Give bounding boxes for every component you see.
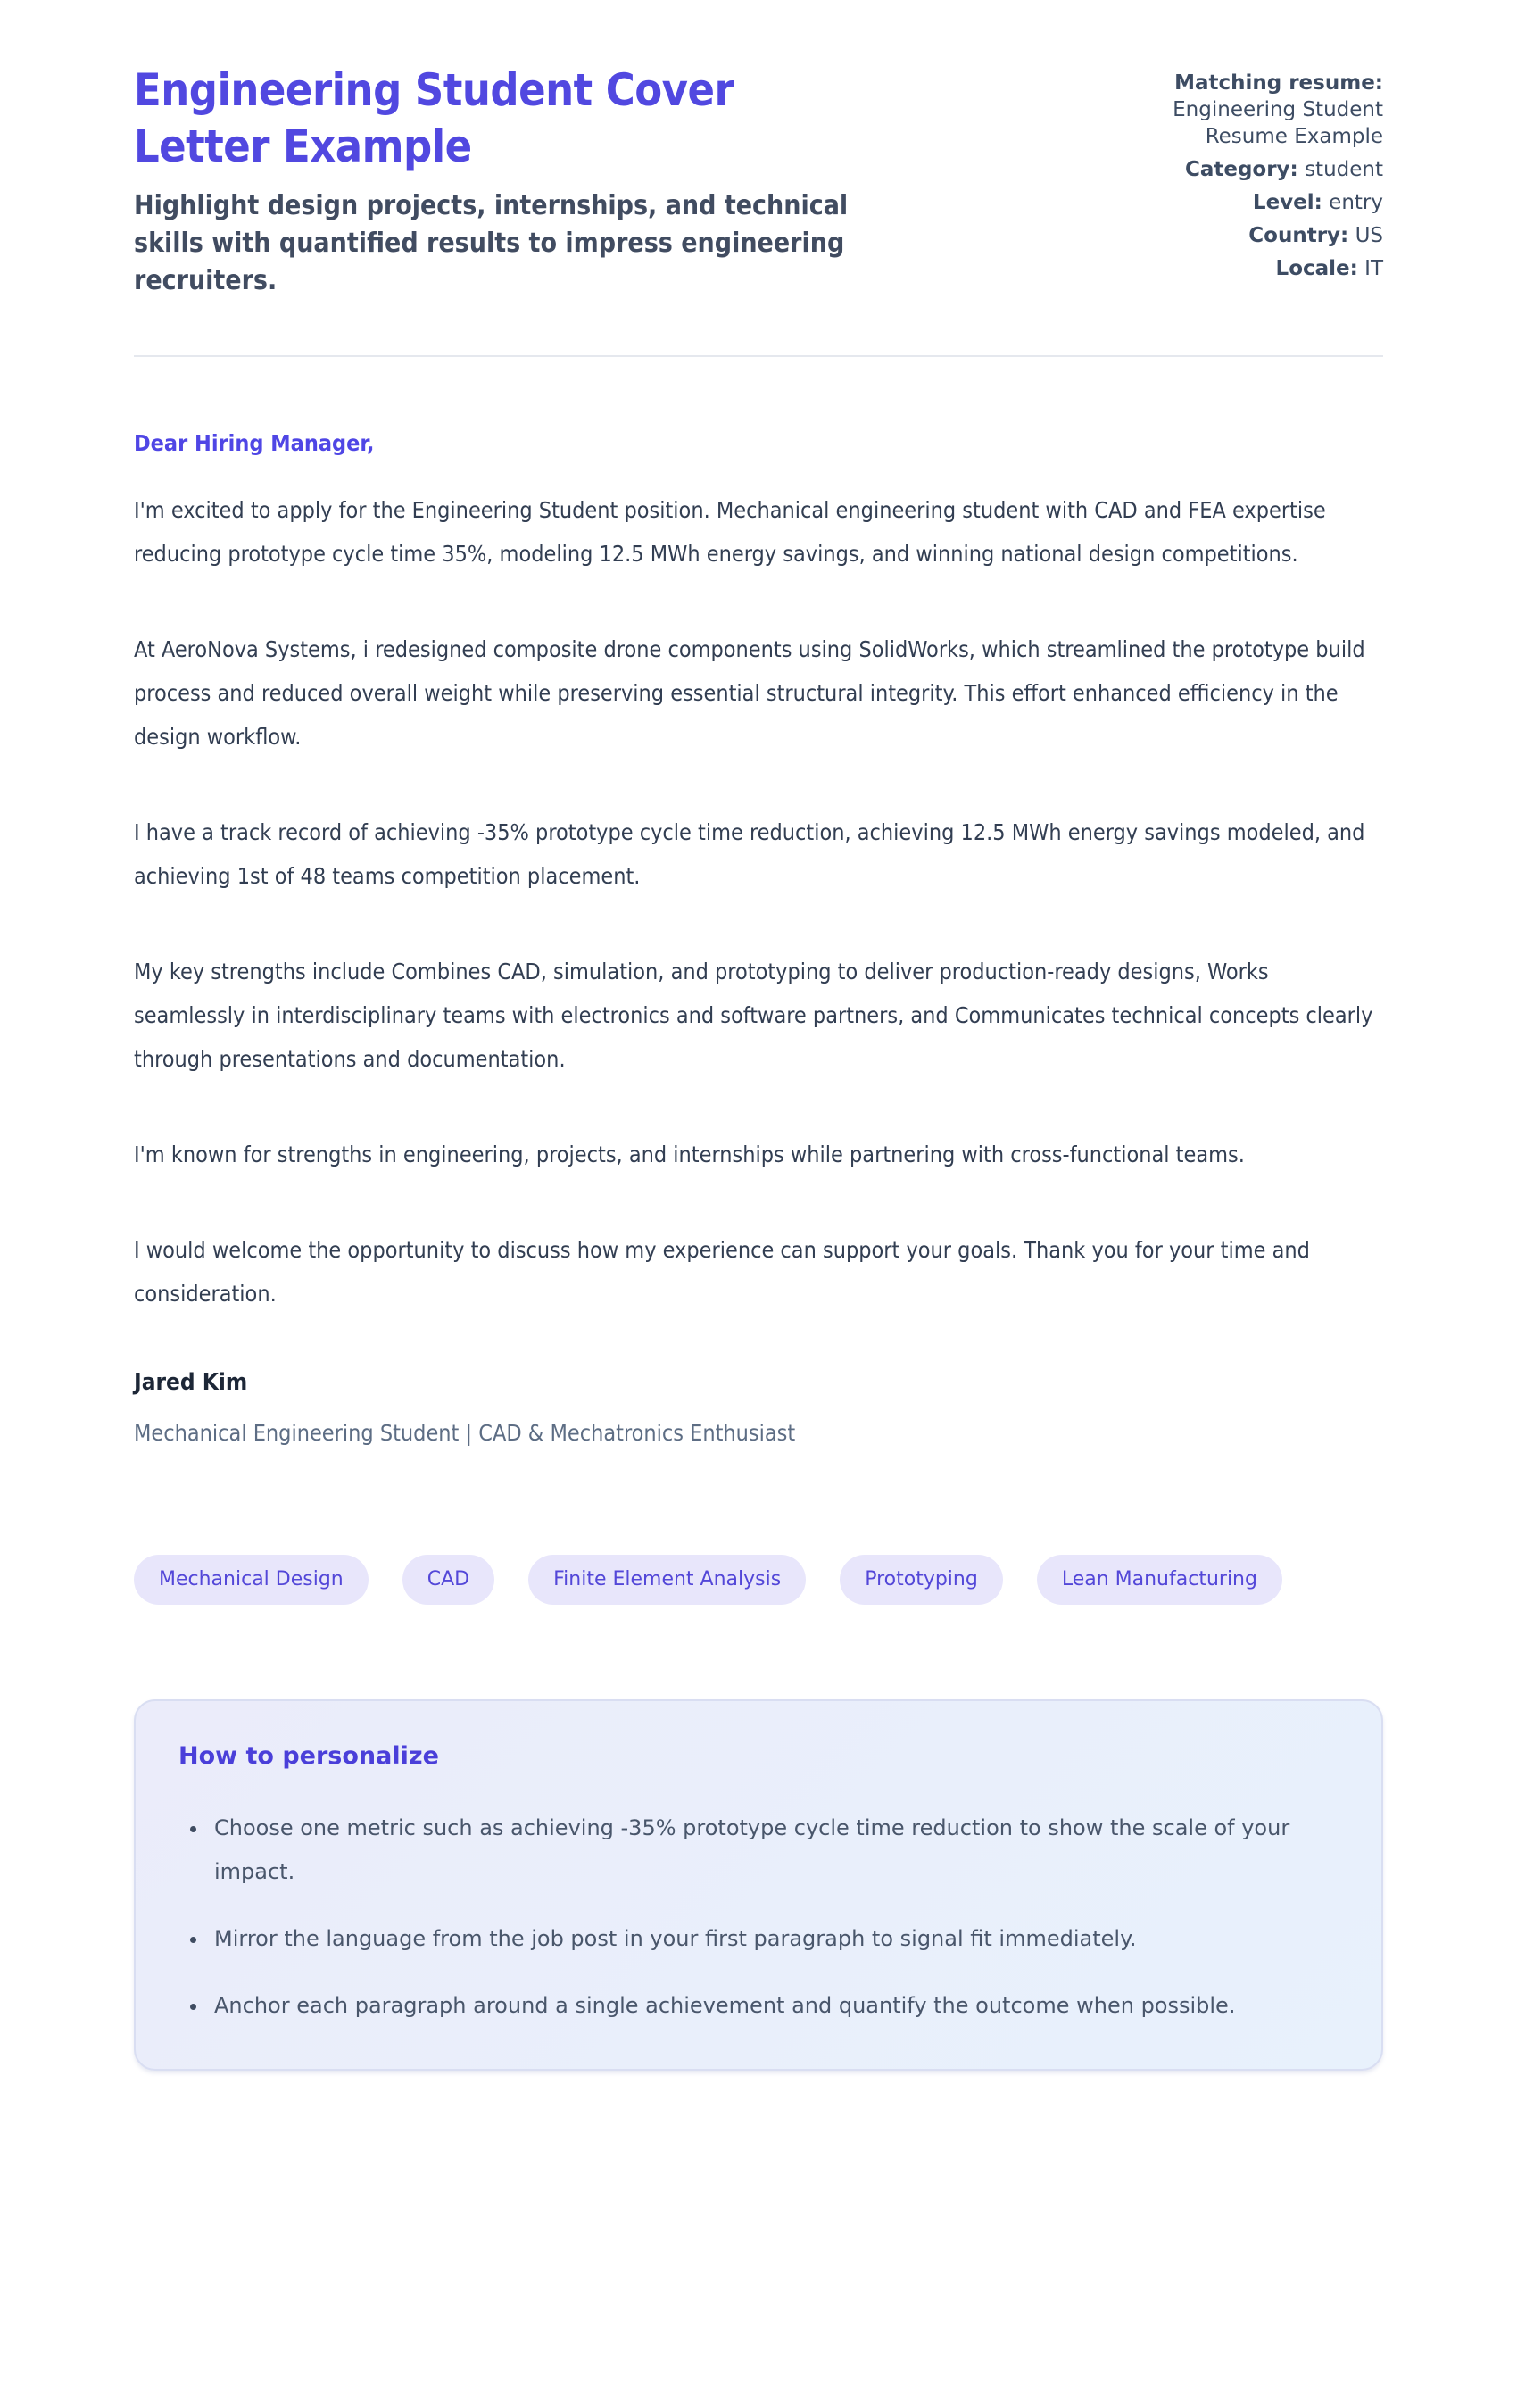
letter-greeting: Dear Hiring Manager, [134,430,375,456]
meta-label: Locale: [1275,257,1358,280]
meta-value: Engineering Student Resume Example [1173,98,1383,148]
meta-row [1115,70,1383,150]
letter-paragraph: I would welcome the opportunity to discuss how my experience can support your goals. Thank you for your time and consideration. [134,1237,1310,1307]
signature-block [134,1367,1383,1448]
meta-row [1115,222,1383,249]
letter-paragraph: I'm known for strengths in engineering, projects, and internships while partnering with cross-functional teams. [134,1142,1245,1167]
meta-row [1115,189,1383,216]
header-title-block [134,62,910,300]
letter-paragraph: I'm excited to apply for the Engineering Student position. Mechanical engineering student with CAD and FEA expertise reducing prototype cycle time 35%, modeling 12.5 MWh energy savings, and winning national design competitions. [134,497,1326,567]
skill-tags [134,1555,1383,1605]
page-subtitle: Highlight design projects, internships, and technical skills with quantified results to impress engineering recruiters. [134,190,849,296]
signature-name: Jared Kim [134,1369,248,1396]
page-header [134,62,1383,300]
skill-tag-pill: Prototyping [840,1555,1003,1605]
meta-value: entry [1329,191,1383,214]
letter-paragraph: My key strengths include Combines CAD, simulation, and prototyping to deliver production-ready designs, Works seamlessly in interdisciplinary teams with electronics and software partners, and Communicates technical concepts clearly through presentations and documentation. [134,959,1373,1072]
meta-value: IT [1364,257,1383,280]
letter-paragraph: At AeroNova Systems, i redesigned composite drone components using SolidWorks, which streamlined the prototype build process and reduced overall weight while preserving essential structural integrity. This effort enhanced efficiency in the design workflow. [134,636,1365,750]
tips-list-item: • Mirror the language from the job post in your first paragraph to signal fit immediately. [209,1917,1339,1961]
header-divider [134,355,1383,357]
tips-list-item: • Choose one metric such as achieving -35% prototype cycle time reduction to show the scale of your impact. [209,1806,1339,1894]
meta-row [1115,156,1383,183]
letter-paragraphs [134,488,1383,1316]
meta-label: Level: [1252,191,1322,214]
skill-tag-pill: CAD [402,1555,494,1605]
meta-label: Matching resume: [1174,71,1383,95]
skill-tag-pill: Mechanical Design [134,1555,369,1605]
meta-value: US [1355,224,1383,247]
meta-row [1115,255,1383,282]
tips-title: How to personalize [178,1742,439,1770]
meta-label: Category: [1184,158,1298,181]
page-title: Engineering Student Cover Letter Example [134,64,734,172]
meta-info-panel [1115,62,1383,288]
tips-box [134,1699,1383,2071]
letter-body [134,430,1383,1448]
tips-list-item: • Anchor each paragraph around a single achievement and quantify the outcome when possible. [209,1984,1339,2028]
skill-tag-pill: Lean Manufacturing [1037,1555,1282,1605]
signature-role: Mechanical Engineering Student | CAD & Mechatronics Enthusiast [134,1420,796,1446]
letter-paragraph: I have a track record of achieving -35% prototype cycle time reduction, achieving 12.5 MWh energy savings modeled, and achieving 1st of 48 teams competition placement. [134,819,1365,889]
tips-list [178,1806,1339,2028]
meta-label: Country: [1248,224,1349,247]
meta-value: student [1305,158,1383,181]
skill-tag-pill: Finite Element Analysis [528,1555,806,1605]
